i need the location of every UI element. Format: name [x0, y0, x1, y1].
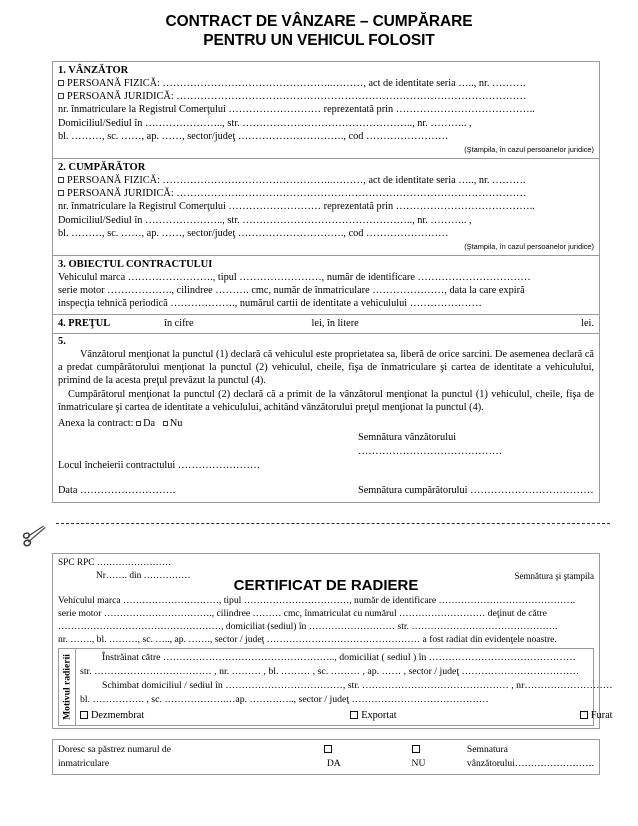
motive-line-1: Înstrăinat către …………………………………………….., domiciliat ( sediul ) în ……………………………………… — [102, 651, 576, 663]
data-field[interactable]: Data ………………………. — [58, 484, 176, 496]
section-cumparator — [53, 159, 599, 256]
anexa-row — [58, 417, 594, 431]
section1-stamp-note: (Ştampila, în cazul persoanelor juridice) — [464, 145, 594, 155]
checkbox-pastrez-nu[interactable] — [412, 745, 420, 753]
section2-persoana-juridica-label: PERSOANĂ JURIDICĂ: ………………………………………………………………………………………… — [67, 188, 527, 200]
checkbox-dezmembrat-group[interactable] — [80, 708, 144, 723]
checkbox-nu-label: NU — [411, 757, 426, 769]
section4-in-cifre-label: în cifre — [164, 317, 194, 329]
checkbox-da-group[interactable] — [324, 743, 343, 771]
motivul-radierii-label-cell — [59, 649, 76, 725]
title-line-1: CONTRACT DE VÂNZARE – CUMPĂRARE — [165, 13, 473, 30]
motive-line-3: Schimbat domiciliul / sediul în ………………………………, str. ……………………………………… , nr……………………… — [102, 679, 613, 691]
checkbox-furat-group[interactable] — [580, 708, 613, 723]
checkbox-dezmembrat-label: Dezmembrat — [91, 709, 145, 721]
checkbox-da-label: DA — [326, 757, 341, 769]
section4-heading: 4. PREŢUL — [58, 317, 111, 329]
loc-incheiere-row — [58, 459, 594, 473]
section4-lei-label: lei. — [581, 317, 594, 329]
section-pretul — [53, 315, 599, 334]
section2-domiciliu: Domiciliul/Sediul în ………………….., str. ………………………………………….., nr. ……….. , — [58, 214, 472, 226]
scissors-icon — [22, 523, 48, 549]
certificate-box — [52, 553, 613, 729]
checkbox-persoana-juridica-cumparator[interactable] — [58, 190, 64, 196]
pastrez-numar-box — [52, 739, 600, 775]
checkbox-nu-group[interactable] — [412, 743, 429, 771]
section2-persoana-juridica-row — [58, 187, 594, 200]
semnatura-vanzator-row — [58, 431, 594, 459]
checkbox-persoana-fizica-cumparator[interactable] — [58, 177, 64, 183]
certificate-line-1: Vehiculul marca …………………………, tipul ……………………………, număr de identificare ……………………………………. — [58, 594, 576, 606]
checkbox-exportat[interactable] — [350, 711, 358, 719]
motive-line-2: str. ……………………………… , nr. ……… , bl. ……… , sc. ……… , ap. …… , sector / judeţ ……………………………… — [80, 665, 580, 677]
section2-stamp-note: (Ştampila, în cazul persoanelor juridice) — [464, 242, 594, 252]
contract-box — [52, 61, 600, 503]
section1-persoana-fizica-row — [58, 77, 594, 90]
section1-registru-comertului: nr. înmatriculare la Registrul Comerţului ……………………… reprezentată prin ………………………………….. — [58, 104, 535, 116]
motivul-radierii-body — [76, 649, 617, 725]
certificate-line-4: nr. ……., bl. ………, sc. ….., ap. ……., sector / judeţ ………………………………………… a fost radiat din evidenţele noastre. — [58, 633, 557, 645]
section3-line-2: serie motor ………………., cilindree ………. cmc, număr de înmatriculare …………………, data la care expiră — [58, 285, 525, 297]
section2-persoana-fizica-label: PERSOANĂ FIZICĂ: …………………………………………..………, act de identitate seria ….., nr. ………. — [67, 175, 526, 187]
anexa-checkbox-group — [58, 417, 358, 431]
checkbox-furat-label: Furat — [590, 709, 613, 721]
checkbox-pastrez-da[interactable] — [324, 745, 332, 753]
motive-line-4: bl. ……………. , sc. ……………….…ap. ………….., sector / judeţ …………………………………… — [80, 693, 489, 705]
section1-persoana-fizica-label: PERSOANĂ FIZICĂ: …………………………………………..………, act de identitate seria ….., nr. ………. — [67, 78, 526, 89]
certificate-line-3: ……………………………………………, domiciliat (sediul) în ……………………… str. ………………………………………. — [58, 620, 558, 632]
certificate-semnatura-stampila: Semnătura şi ştampila — [514, 570, 594, 581]
checkbox-persoana-juridica-vanzator[interactable] — [58, 93, 64, 99]
anexa-label: Anexa la contract: — [58, 417, 134, 429]
checkbox-exportat-label: Exportat — [361, 709, 397, 721]
section3-line-1: Vehiculul marca ……………………., tipul ……………………, număr de identificare …………………………… — [58, 272, 531, 284]
section3-line-3: inspecţia tehnică periodică ………………., numărul cartii de identitate a vehiculului ………………… — [58, 298, 482, 310]
loc-incheiere-field[interactable]: Locul încheierii contractului …………………… — [58, 459, 261, 471]
anexa-nu-label: Nu — [169, 417, 183, 429]
certificate-nr-din[interactable]: Nr……. din …………… — [96, 570, 191, 581]
section1-persoana-juridica-row — [58, 90, 594, 103]
certificate-spc-rpc: SPC RPC …………………… — [58, 557, 172, 568]
section1-bloc: bl. ………, sc. ……, ap. ……, sector/judeţ …………………………., cod …………………… — [58, 130, 449, 142]
section5-heading: 5. — [58, 335, 66, 347]
semnatura-vanzator-field[interactable]: Semnătura vânzătorului …………………………………… — [358, 431, 503, 457]
section2-persoana-fizica-row — [58, 174, 594, 187]
semnatura-cumparator-field[interactable]: Semnătura cumpărătorului ……………………………… — [358, 484, 594, 496]
cut-dashed-line — [56, 523, 610, 524]
section3-heading: 3. OBIECTUL CONTRACTULUI — [58, 259, 213, 271]
price-row — [53, 315, 599, 333]
section4-lei-in-litere-label: lei, în litere — [311, 317, 359, 329]
section2-registru-comertului: nr. înmatriculare la Registrul Comerţului ……………………… reprezentată prin ………………………………….. — [58, 201, 535, 213]
pastrez-semnatura-field[interactable]: Semnatura vânzătorului……………………. — [466, 743, 595, 769]
checkbox-anexa-nu[interactable] — [163, 421, 168, 426]
section1-heading: 1. VÂNZĂTOR — [58, 65, 129, 76]
pastrez-numar-label: Doresc sa păstrez numarul de inmatriculare — [58, 743, 171, 769]
section2-bloc: bl. ………, sc. ……, ap. ……, sector/judeţ …………………………., cod …………………… — [58, 227, 449, 239]
motivul-radierii-label: Motivul radierii — [61, 653, 73, 720]
cut-zone — [0, 509, 638, 553]
checkbox-exportat-group[interactable] — [350, 708, 396, 723]
motive-checkbox-row — [80, 707, 613, 723]
certificate-line-2: serie motor ……………………………., cilindree ……… cmc, înmatriculat cu numărul ……………………… deţinut de către — [58, 607, 547, 619]
section5-paragraph-1: Vânzătorul menţionat la punctul (1) declară că vehiculul este proprietatea sa, liberă de orice sarcini. De asemenea declară că a predat cumpărătorului menţionat la punctul (2) vehiculul, cheile, fişa de înmatriculare şi cartea de identitate a vehiculului, primind de la acesta preţul prevăzut la punctul (4). — [58, 348, 594, 387]
section1-persoana-juridica-label: PERSOANĂ JURIDICĂ: ………………………………………………………………………………………… — [67, 91, 527, 103]
checkbox-furat[interactable] — [580, 711, 588, 719]
page-title — [0, 0, 638, 50]
section-obiectul-contractului — [53, 256, 599, 315]
data-semnatura-cumparator-row — [58, 484, 594, 498]
certificate-title: CERTIFICAT DE RADIERE — [233, 576, 419, 594]
anexa-da-label: Da — [143, 417, 156, 429]
section-vanzator — [53, 62, 599, 159]
motivul-radierii-table — [58, 648, 613, 726]
title-line-2: PENTRU UN VEHICUL FOLOSIT — [203, 32, 435, 49]
section5-paragraph-2: Cumpărătorul menţionat la punctul (2) declară că a primit de la vânzătorul menţionat la punctul (1) vehiculul, cheile, fişa de înmatriculare şi cartea de identitate a vehiculului, achitând vânzătorului preţul menţionat la punctul (4). — [58, 388, 594, 414]
section2-heading: 2. CUMPĂRĂTOR — [58, 162, 146, 174]
checkbox-persoana-fizica-vanzator[interactable] — [58, 80, 64, 86]
section-declaratii — [53, 334, 599, 502]
checkbox-anexa-da[interactable] — [136, 421, 141, 426]
checkbox-dezmembrat[interactable] — [80, 711, 88, 719]
section1-domiciliu: Domiciliul/Sediul în ………………….., str. ………………………………………….., nr. ……….. , — [58, 117, 472, 129]
